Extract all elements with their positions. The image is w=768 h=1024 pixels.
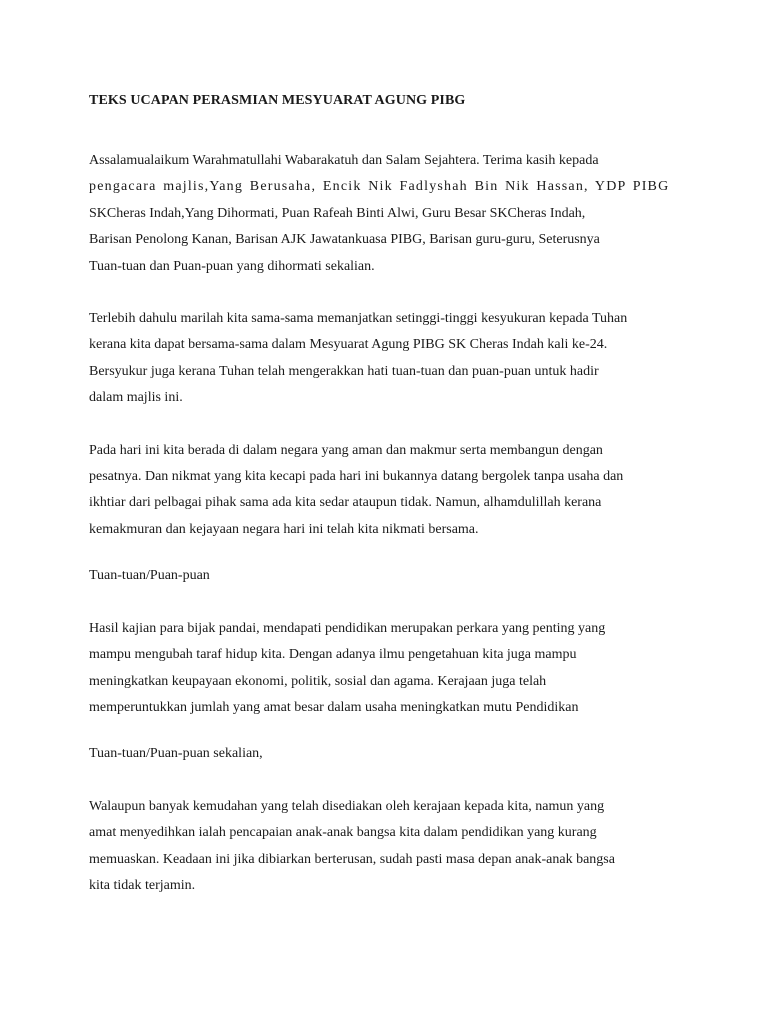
paragraph-nation: [89, 438, 689, 544]
text-line: pesatnya. Dan nikmat yang kita kecapi pada hari ini bukannya datang bergolek tanpa usaha dan: [89, 469, 624, 485]
text-line: Tuan-tuan/Puan-puan: [89, 568, 210, 584]
paragraph-greeting: [89, 148, 689, 280]
text-line: amat menyedihkan ialah pencapaian anak-anak bangsa kita dalam pendidikan yang kurang: [89, 825, 597, 841]
paragraph-education: [89, 616, 689, 722]
paragraph-salutation: [89, 563, 689, 589]
text-line: Bersyukur juga kerana Tuhan telah mengerakkan hati tuan-tuan dan puan-puan untuk hadir: [89, 363, 599, 379]
paragraph-concern: [89, 794, 689, 900]
paragraph-salutation-all: [89, 741, 689, 767]
text-line: kemakmuran dan kejayaan negara hari ini telah kita nikmati bersama.: [89, 521, 479, 537]
text-line: memperuntukkan jumlah yang amat besar dalam usaha meningkatkan mutu Pendidikan: [89, 699, 579, 715]
text-line: Barisan Penolong Kanan, Barisan AJK Jawatankuasa PIBG, Barisan guru-guru, Seterusnya: [89, 232, 600, 248]
text-line: kerana kita dapat bersama-sama dalam Mesyuarat Agung PIBG SK Cheras Indah kali ke-24.: [89, 337, 608, 353]
document-body: [89, 91, 689, 899]
text-line: mampu mengubah taraf hidup kita. Dengan adanya ilmu pengetahuan kita juga mampu: [89, 647, 577, 663]
text-line: Tuan-tuan/Puan-puan sekalian,: [89, 746, 263, 762]
text-line: Terlebih dahulu marilah kita sama-sama memanjatkan setinggi-tinggi kesyukuran kepada Tuhan: [89, 311, 628, 327]
document-title: TEKS UCAPAN PERASMIAN MESYUARAT AGUNG PIBG: [89, 93, 466, 108]
text-line: dalam majlis ini.: [89, 390, 183, 406]
text-line: meningkatkan keupayaan ekonomi, politik, sosial dan agama. Kerajaan juga telah: [89, 673, 547, 689]
paragraph-gratitude: [89, 306, 689, 412]
text-line: Pada hari ini kita berada di dalam negara yang aman dan makmur serta membangun dengan: [89, 442, 603, 458]
text-line: memuaskan. Keadaan ini jika dibiarkan berterusan, sudah pasti masa depan anak-anak bangsa: [89, 851, 615, 867]
text-line: ikhtiar dari pelbagai pihak sama ada kita sedar ataupun tidak. Namun, alhamdulillah kerana: [89, 495, 602, 511]
text-line: Tuan-tuan dan Puan-puan yang dihormati sekalian.: [89, 258, 375, 274]
text-line: SKCheras Indah,Yang Dihormati, Puan Rafeah Binti Alwi, Guru Besar SKCheras Indah,: [89, 205, 586, 221]
text-line: pengacara majlis,Yang Berusaha, Encik Nik Fadlyshah Bin Nik Hassan, YDP PIBG: [89, 179, 670, 195]
text-line: Walaupun banyak kemudahan yang telah disediakan oleh kerajaan kepada kita, namun yang: [89, 798, 605, 814]
text-line: kita tidak terjamin.: [89, 877, 196, 893]
text-line: Assalamualaikum Warahmatullahi Wabarakatuh dan Salam Sejahtera. Terima kasih kepada: [89, 153, 599, 168]
text-line: Hasil kajian para bijak pandai, mendapati pendidikan merupakan perkara yang penting yang: [89, 620, 606, 636]
